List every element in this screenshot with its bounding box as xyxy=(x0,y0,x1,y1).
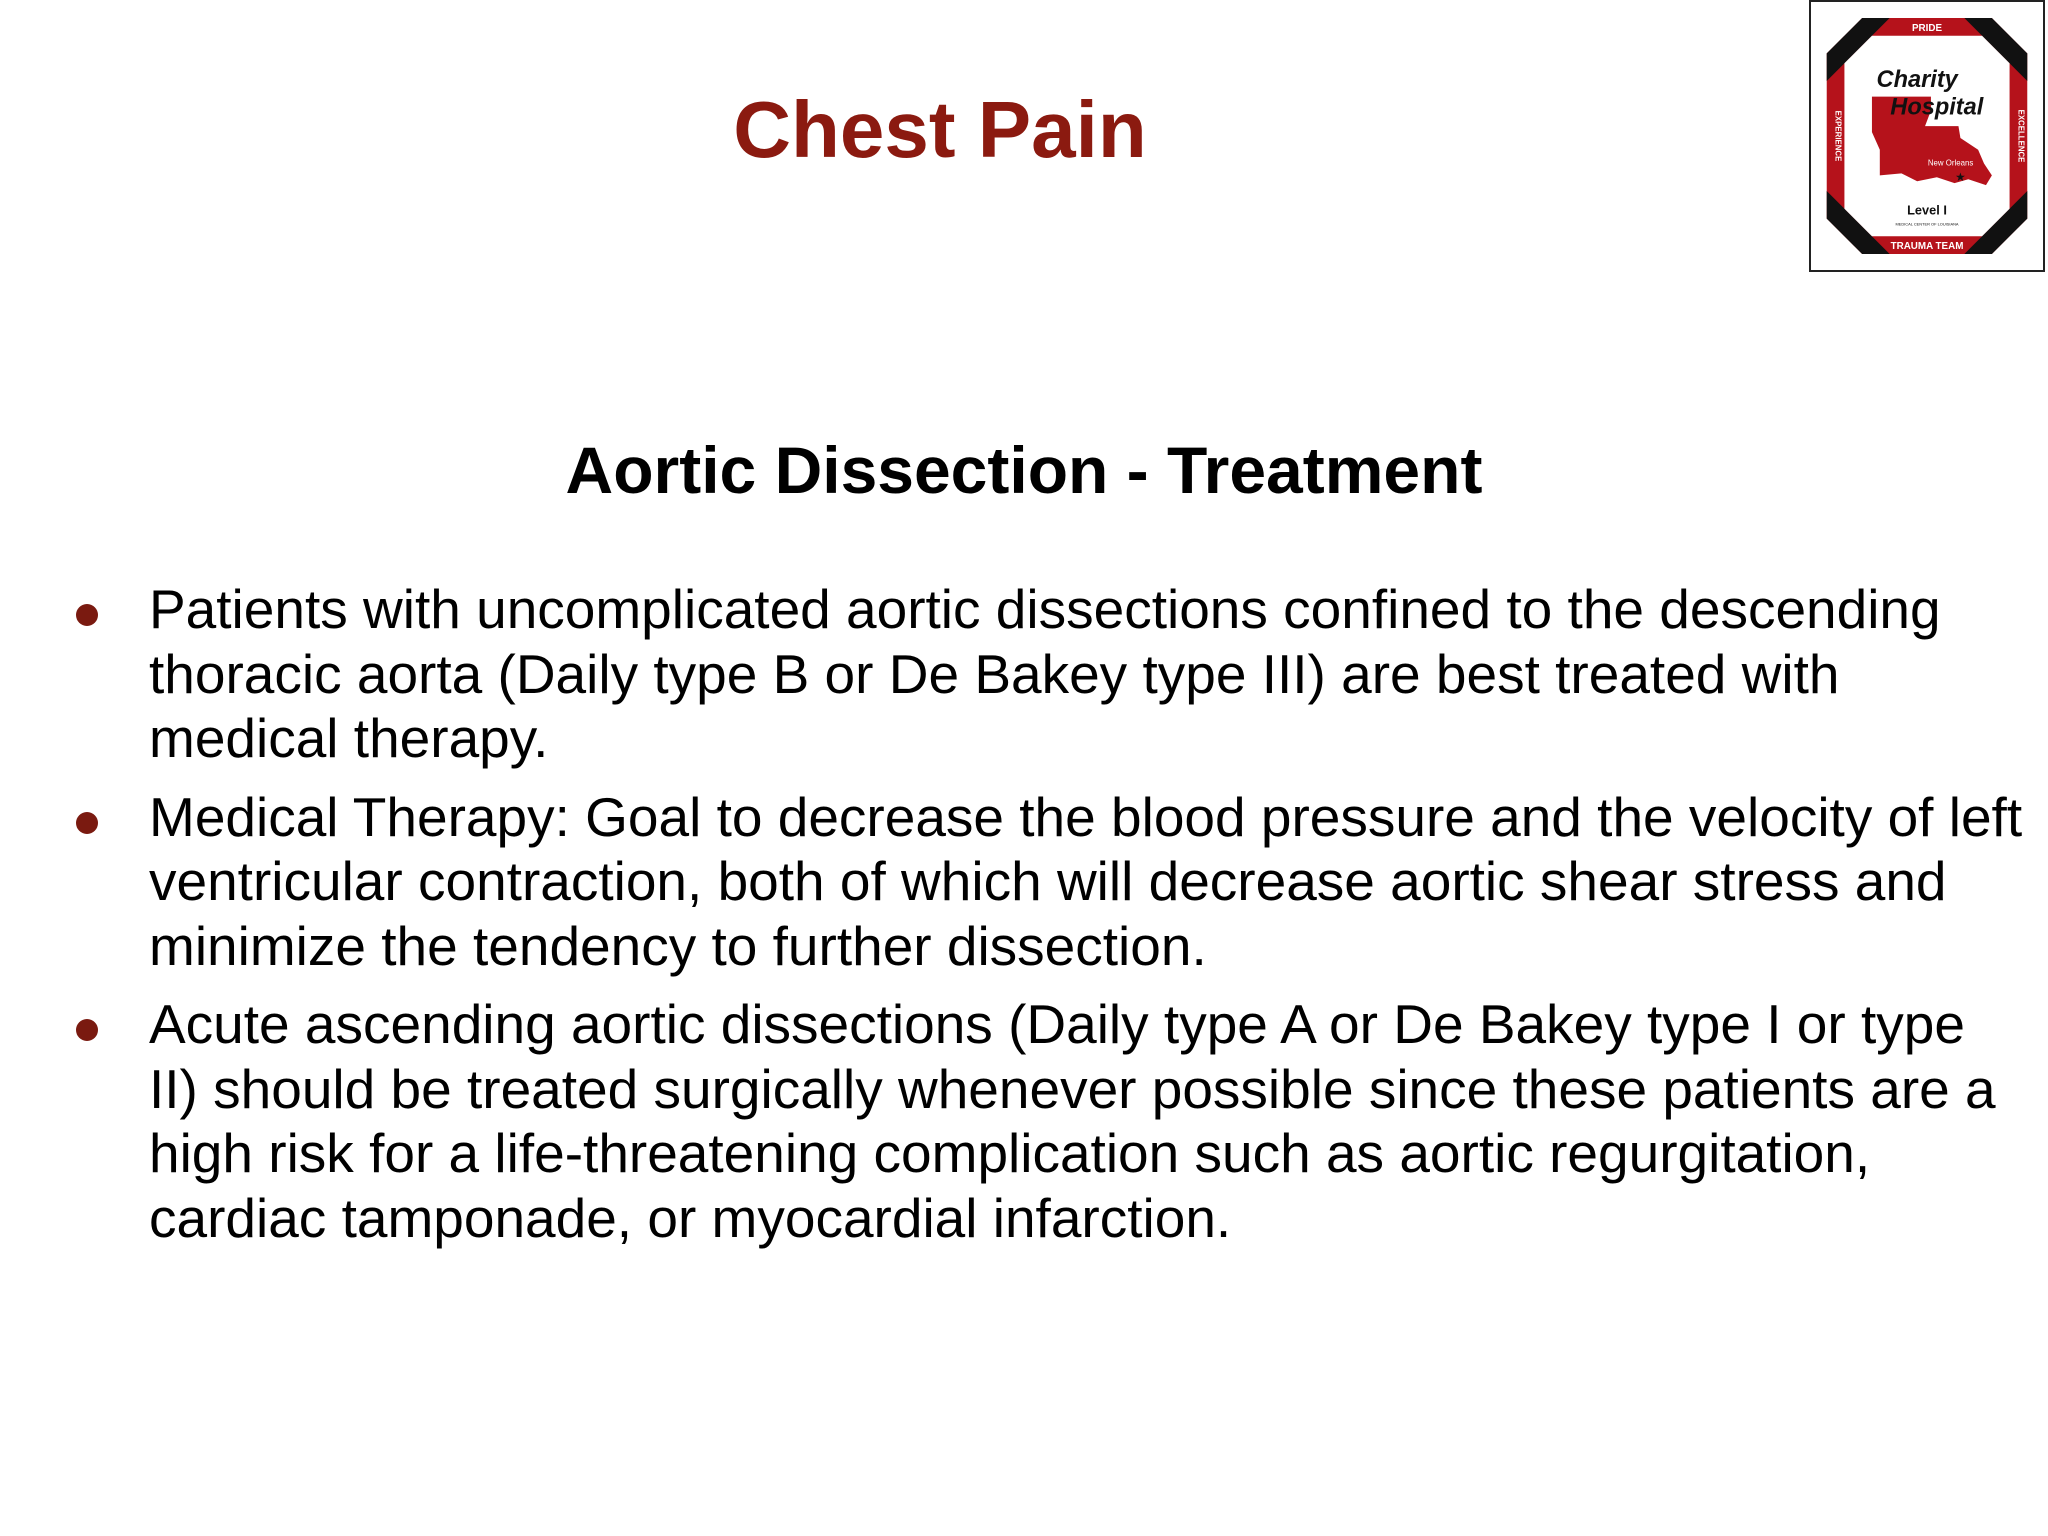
bullet-text: Acute ascending aortic dissections (Daily type A or De Bakey type I or type II) should be treated surgically whenever possible since these patients are a high risk for a life-threatening complication such as aortic regurgitation, cardiac tamponade, or myocardial infarction. xyxy=(149,993,1996,1249)
bullet-dot-icon xyxy=(76,812,98,834)
slide-title: Chest Pain xyxy=(733,85,1147,174)
bullet-item xyxy=(0,577,2048,771)
logo-name-line2: Hospital xyxy=(1890,93,1984,120)
slide-subtitle: Aortic Dissection - Treatment xyxy=(565,433,1483,507)
bullet-text: Patients with uncomplicated aortic dissections confined to the descending thoracic aorta (Daily type B or De Bakey type III) are best treated with medical therapy. xyxy=(149,578,1941,769)
bullet-text: Medical Therapy: Goal to decrease the blood pressure and the velocity of left ventricular contraction, both of which will decrease aortic shear stress and minimize the tendency to further dissection. xyxy=(149,785,2023,977)
logo-bottom-text: TRAUMA TEAM xyxy=(1890,241,1964,253)
bullet-dot-icon xyxy=(76,1019,98,1041)
logo-level-text: Level I xyxy=(1907,202,1947,218)
bullet-item xyxy=(0,992,2048,1250)
logo-name-line1: Charity xyxy=(1876,65,1958,92)
logo-small-print: MEDICAL CENTER OF LOUISIANA xyxy=(1895,221,1959,227)
logo-city-text: New Orleans xyxy=(1927,158,1974,168)
bullet-item xyxy=(0,785,2048,979)
charity-hospital-logo xyxy=(1809,0,2045,272)
star-icon: ★ xyxy=(1955,170,1966,185)
bullet-dot-icon xyxy=(76,604,98,626)
logo-top-text: PRIDE xyxy=(1911,22,1943,34)
logo-seal-icon xyxy=(1811,2,2043,270)
logo-left-text: EXPERIENCE xyxy=(1833,110,1843,162)
bullet-list xyxy=(0,577,2048,1264)
logo-right-text: EXCELLENCE xyxy=(2016,109,2026,163)
